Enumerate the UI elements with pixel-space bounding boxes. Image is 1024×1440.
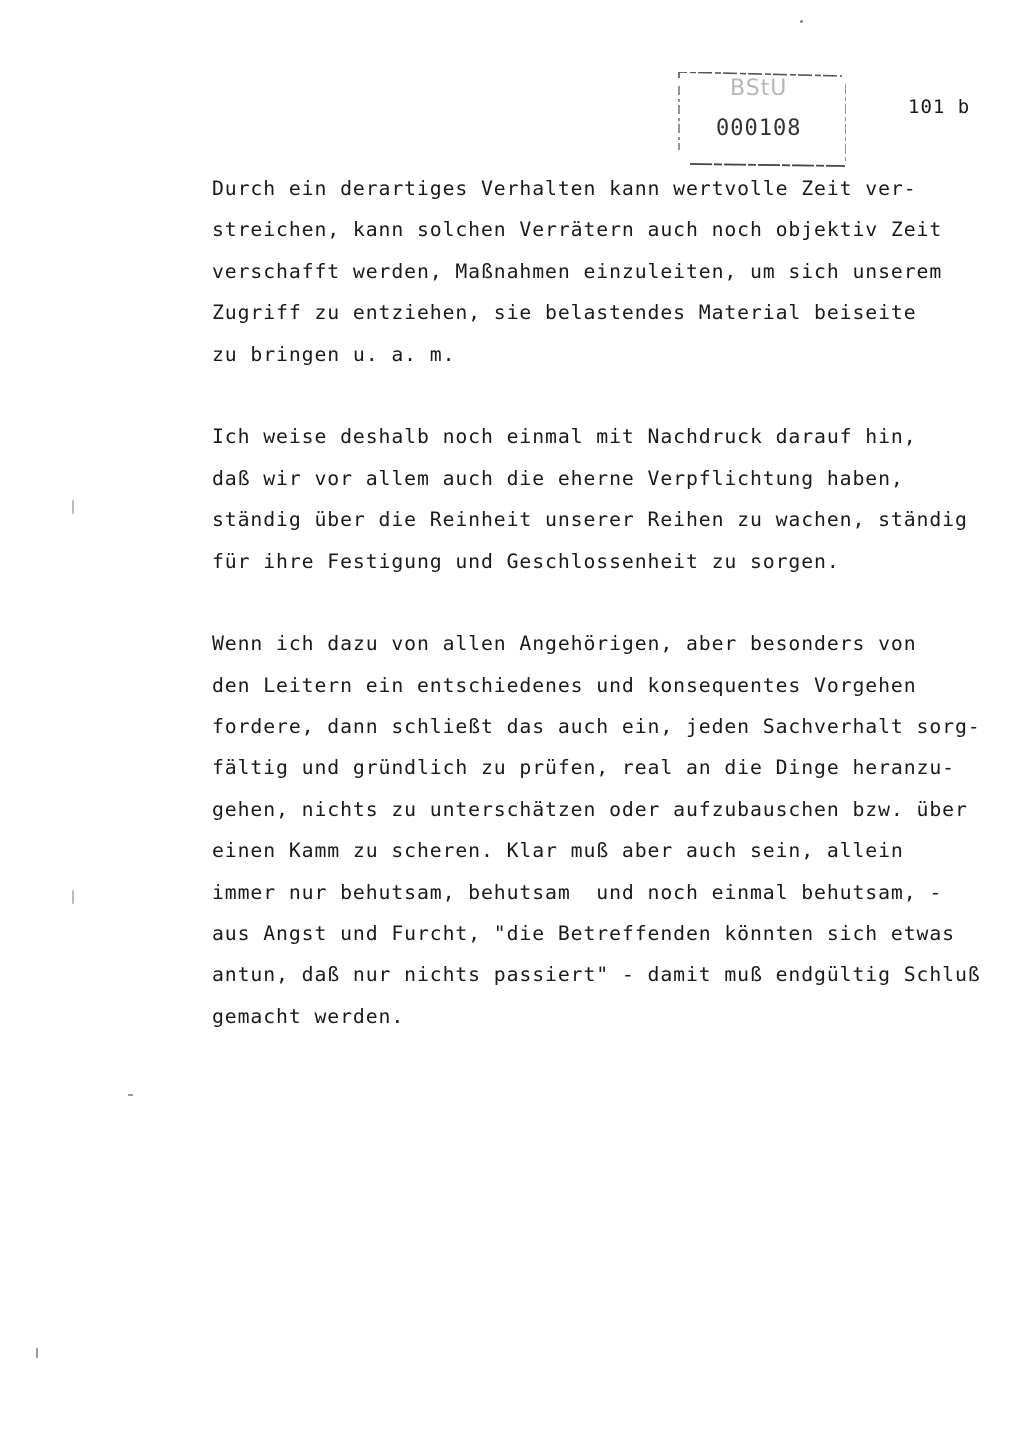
scan-speck <box>36 1348 38 1358</box>
text-line: gemacht werden. <box>212 1004 405 1028</box>
text-line: fordere, dann schließt das auch ein, jeden Sachverhalt sorg- <box>212 715 981 739</box>
document-body <box>212 168 992 1037</box>
scan-speck <box>72 500 74 514</box>
text-line: zu bringen u. a. m. <box>212 342 456 366</box>
text-line: streichen, kann solchen Verrätern auch noch objektiv Zeit <box>212 218 943 242</box>
text-line: ständig über die Reinheit unserer Reihen zu wachen, ständig <box>212 508 968 532</box>
text-line: den Leitern ein entschiedenes und konsequentes Vorgehen <box>212 673 917 697</box>
stamp-document-number: 000108 <box>716 116 802 141</box>
scan-speck <box>72 890 74 904</box>
archive-stamp <box>676 72 846 168</box>
text-line: Ich weise deshalb noch einmal mit Nachdruck darauf hin, <box>212 425 917 449</box>
page-number: 101 b <box>908 96 971 118</box>
text-line: verschafft werden, Maßnahmen einzuleiten, um sich unserem <box>212 259 943 283</box>
text-line: gehen, nichts zu unterschätzen oder aufzubauschen bzw. über <box>212 797 968 821</box>
text-line: für ihre Festigung und Geschlossenheit zu sorgen. <box>212 549 840 573</box>
text-line: Durch ein derartiges Verhalten kann wertvolle Zeit ver- <box>212 177 917 200</box>
text-line: einen Kamm zu scheren. Klar muß aber auch sein, allein <box>212 839 904 863</box>
scan-speck <box>128 1094 133 1096</box>
paragraph-gap <box>212 375 992 416</box>
text-line: aus Angst und Furcht, "die Betreffenden könnten sich etwas <box>212 922 955 946</box>
scan-speck <box>800 20 803 23</box>
paragraph-1 <box>212 168 992 375</box>
text-line: antun, daß nur nichts passiert" - damit muß endgültig Schluß <box>212 963 981 987</box>
paragraph-3 <box>212 623 992 1037</box>
text-line: immer nur behutsam, behutsam und noch einmal behutsam, - <box>212 880 943 904</box>
text-line: fältig und gründlich zu prüfen, real an die Dinge heranzu- <box>212 756 955 780</box>
paragraph-gap <box>212 582 992 623</box>
stamp-agency-label: BStU <box>730 76 788 101</box>
text-line: Wenn ich dazu von allen Angehörigen, aber besonders von <box>212 632 917 656</box>
text-line: daß wir vor allem auch die eherne Verpflichtung haben, <box>212 466 904 490</box>
text-line: Zugriff zu entziehen, sie belastendes Material beiseite <box>212 301 917 325</box>
paragraph-2 <box>212 416 992 582</box>
